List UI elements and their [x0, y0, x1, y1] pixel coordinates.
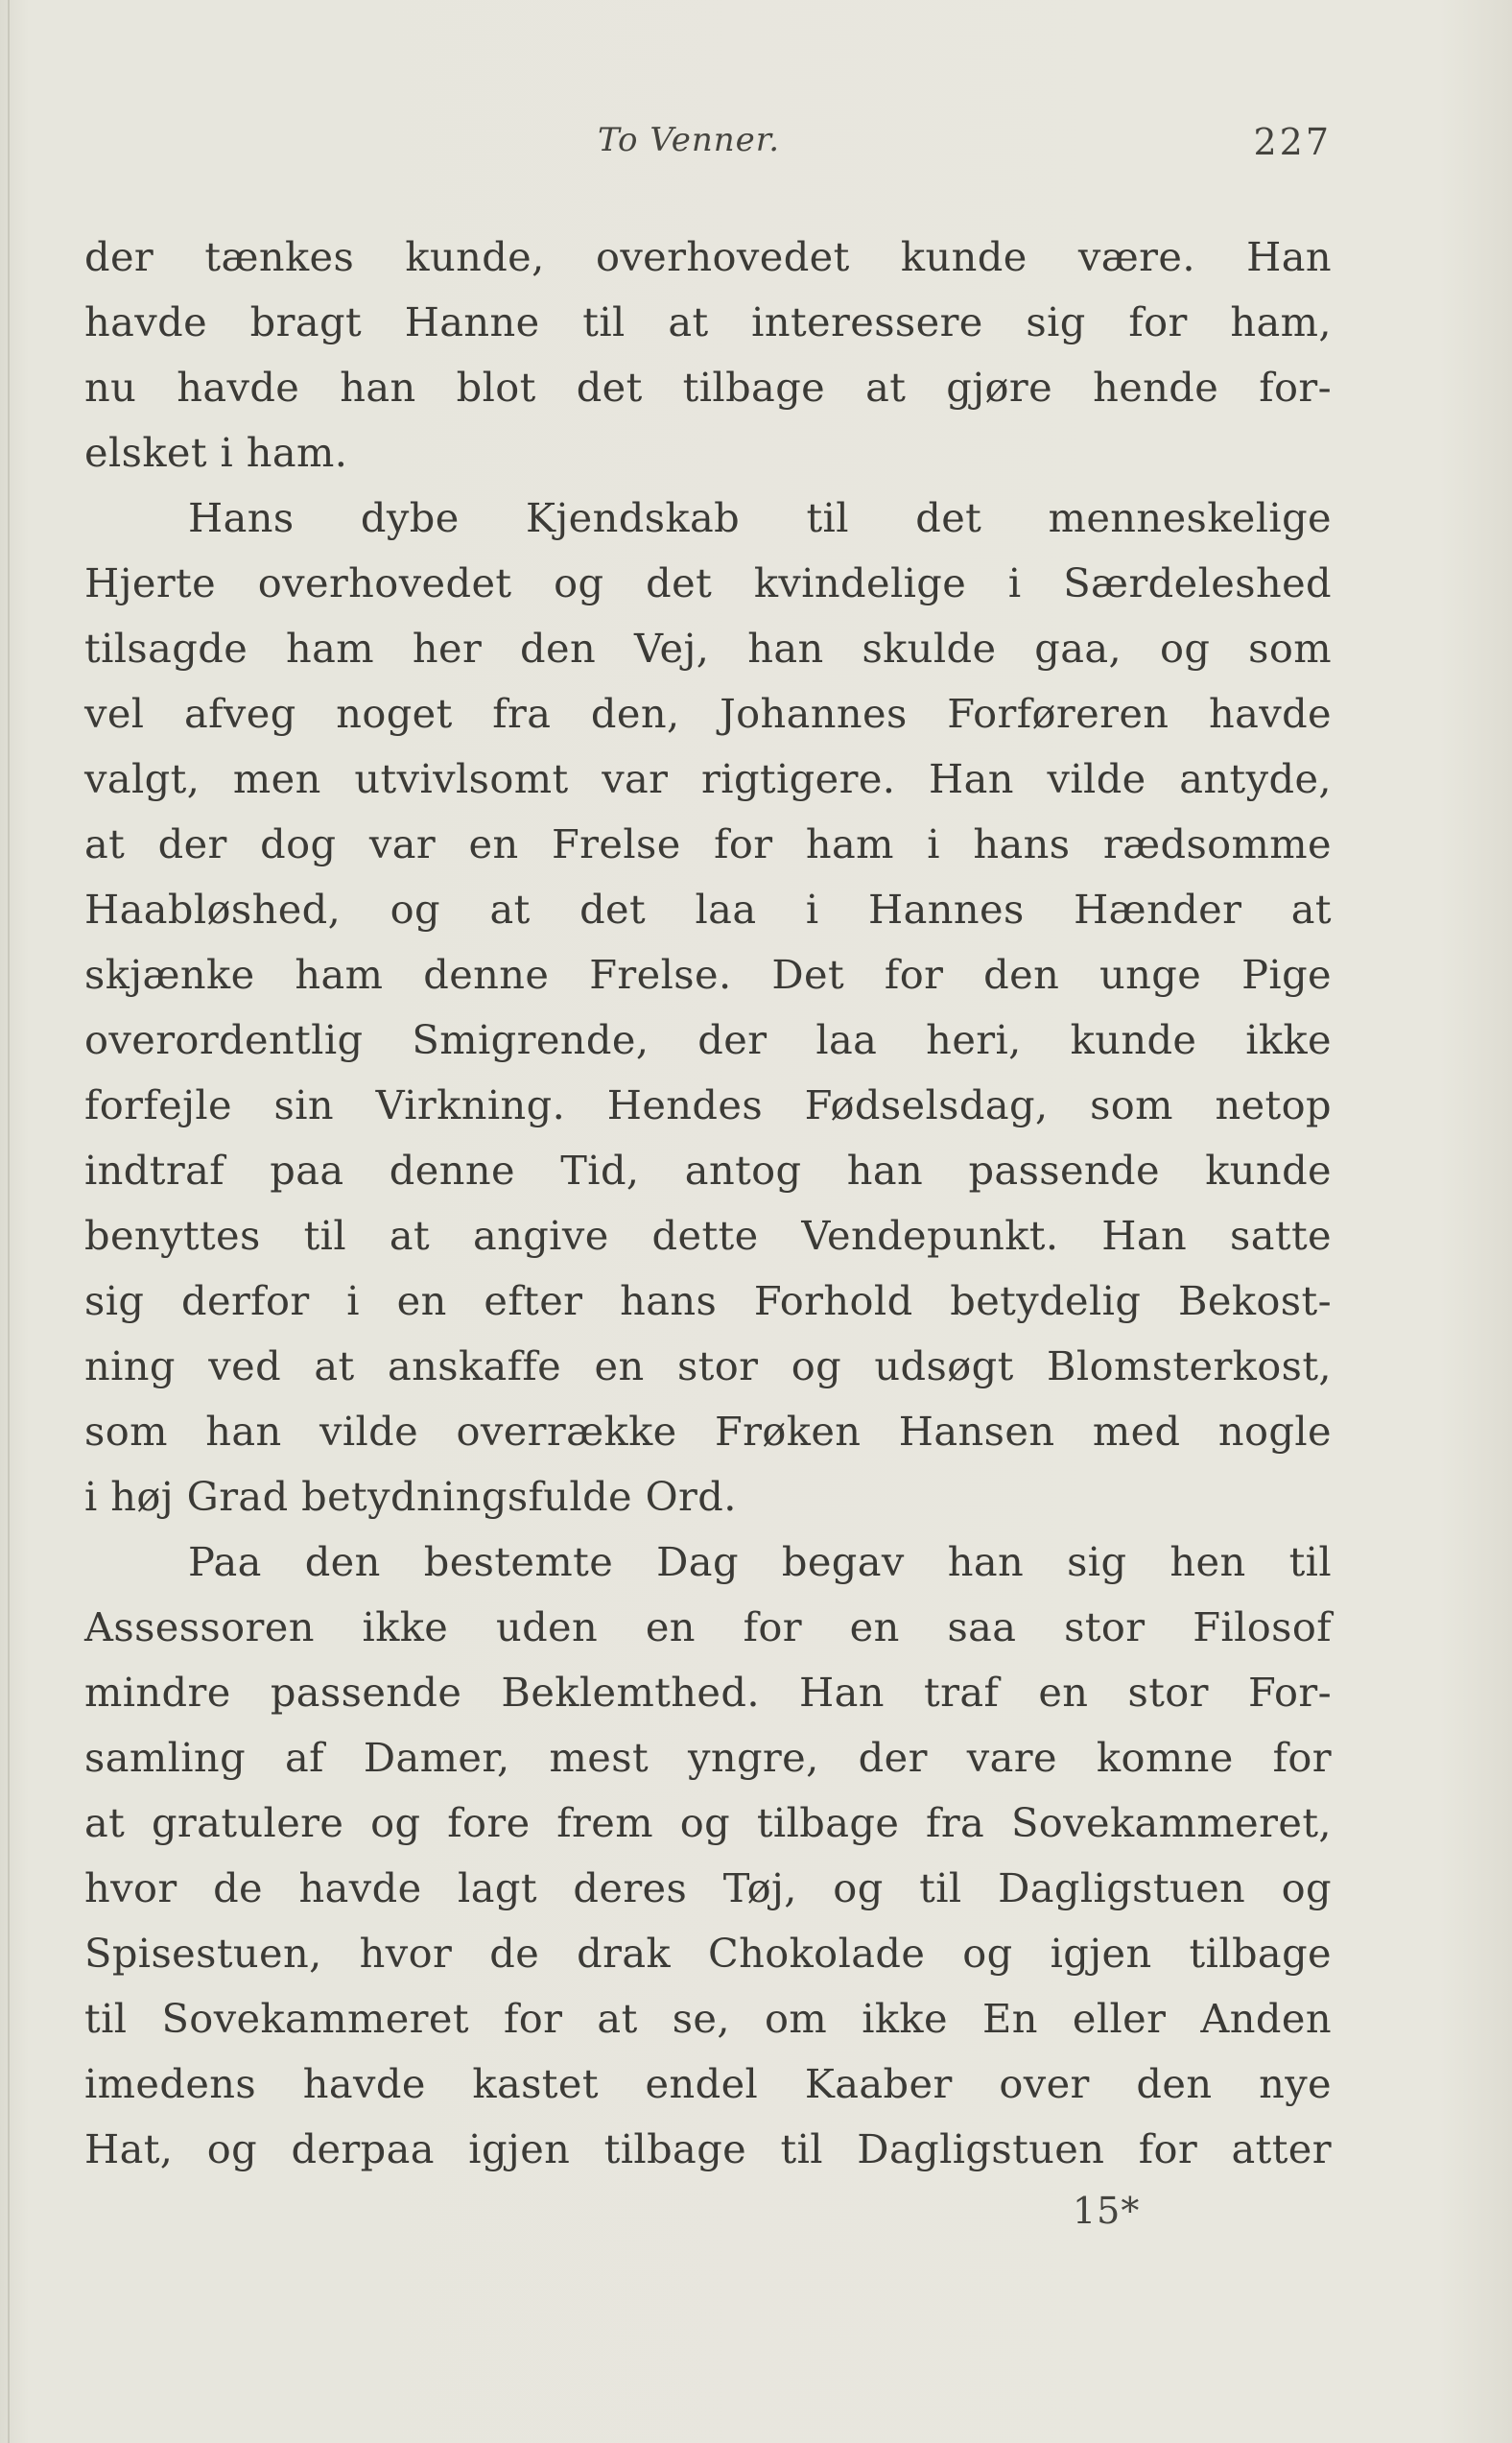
text-line: elsket i ham. [84, 429, 348, 476]
text-line: skjænke ham denne Frelse. Det for den unge Pige [84, 951, 1332, 998]
text-line: Hans dybe Kjendskab til det menneskelige [188, 494, 1332, 541]
text-line: mindre passende Beklemthed. Han traf en stor For- [84, 1669, 1332, 1716]
text-line: imedens havde kastet endel Kaaber over den nye [84, 2060, 1332, 2107]
text-line: overordentlig Smigrende, der laa heri, kunde ikke [84, 1016, 1332, 1063]
body-text [84, 225, 1332, 2182]
text-line: i høj Grad betydningsfulde Ord. [84, 1473, 737, 1520]
text-line: indtraf paa denne Tid, antog han passende kunde [84, 1147, 1332, 1194]
text-line: hvor de havde lagt deres Tøj, og til Dagligstuen og [84, 1864, 1332, 1911]
page-edge-shadow [8, 0, 10, 2443]
text-line: nu havde han blot det tilbage at gjøre hende for- [84, 364, 1332, 411]
text-line: Hat, og derpaa igjen tilbage til Dagligstuen for atter [84, 2125, 1332, 2172]
text-line: Paa den bestemte Dag begav han sig hen til [188, 1538, 1332, 1585]
text-line: Hjerte overhovedet og det kvindelige i Særdeleshed [84, 559, 1332, 606]
text-line: vel afveg noget fra den, Johannes Forføreren havde [84, 690, 1332, 737]
signature-mark: 15* [1073, 2190, 1141, 2232]
text-line: tilsagde ham her den Vej, han skulde gaa, og som [84, 625, 1332, 672]
text-line: forfejle sin Virkning. Hendes Fødselsdag, som netop [84, 1081, 1332, 1128]
text-line: der tænkes kunde, overhovedet kunde være. Han [84, 233, 1332, 280]
text-line: Spisestuen, hvor de drak Chokolade og igjen tilbage [84, 1930, 1332, 1977]
page-header [84, 113, 1332, 180]
text-line: benyttes til at angive dette Vendepunkt. Han satte [84, 1212, 1332, 1259]
text-line: at der dog var en Frelse for ham i hans rædsomme [84, 820, 1332, 867]
text-line: havde bragt Hanne til at interessere sig for ham, [84, 298, 1332, 345]
text-line: Haabløshed, og at det laa i Hannes Hænder at [84, 886, 1332, 933]
text-line: sig derfor i en efter hans Forhold betydelig Bekost- [84, 1277, 1332, 1324]
text-line: samling af Damer, mest yngre, der vare komne for [84, 1734, 1332, 1781]
text-line: at gratulere og fore frem og tilbage fra Sovekammeret, [84, 1799, 1332, 1846]
text-line: Assessoren ikke uden en for en saa stor Filosof [84, 1603, 1332, 1650]
page-number: 227 [1253, 121, 1332, 163]
running-title: To Venner. [598, 121, 781, 159]
text-line: til Sovekammeret for at se, om ikke En eller Anden [84, 1995, 1332, 2042]
text-line: som han vilde overrække Frøken Hansen med nogle [84, 1408, 1332, 1455]
text-line: ning ved at anskaffe en stor og udsøgt Blomsterkost, [84, 1342, 1332, 1389]
text-line: valgt, men utvivlsomt var rigtigere. Han vilde antyde, [84, 755, 1332, 802]
